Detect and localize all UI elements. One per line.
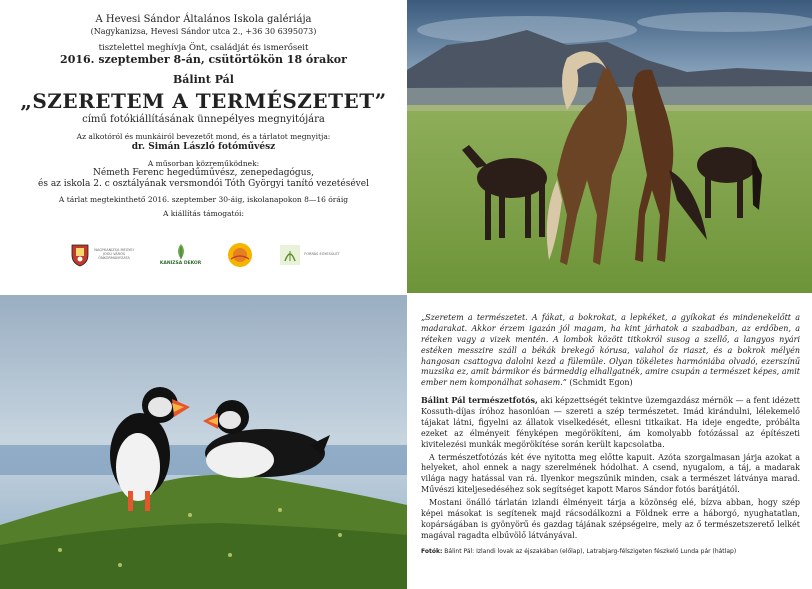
sun-logo: [226, 241, 254, 269]
opener-intro: Az alkotóról és munkáiról bevezetőt mond, és a tárlatot megnyitja:: [76, 132, 331, 142]
sponsor-logos: [70, 240, 340, 270]
invitation-panel: [0, 0, 407, 293]
sponsor-4-text: FORRÁS EGYESÜLET: [304, 252, 340, 257]
program-line-1: Németh Ferenc hegedűművész, zenepedagógus,: [93, 168, 314, 179]
forras-logo: [279, 244, 340, 266]
program-line-2: és az iskola 2. c osztályának versmondói Tóth Györgyi tanító vezetésével: [38, 179, 369, 190]
kanizsa-dekor-logo: [160, 243, 201, 267]
sponsor-1-text: NAGYKANIZSA MEGYEI JOGÚ VÁROS ÖNKORMÁNYZATA: [94, 248, 134, 260]
opening-hours: A tárlat megtekinthető 2016. szeptember 30-áig, iskolanapokon 8—16 óráig: [58, 194, 349, 204]
exhibition-description: [421, 313, 800, 558]
exhibition-title: „SZERETEM A TERMÉSZETET”: [20, 88, 387, 113]
paragraph-3: Mostani önálló tárlatán izlandi élményeit tárja a közönség elé, bízva abban, hogy szép képei másokat is segítenek majd rácsodálkozni a Földnek erre a háborgó, nyughatatlan, kopárságában is gyönyörű és gazdag tájának szépségeire, mely az ő természetszerető lelkét magával ragadta elbűvölő látványával.: [421, 498, 800, 540]
icelandic-horses-photo: [407, 0, 812, 293]
bio-paragraph: Bálint Pál természetfotós, aki képzettségét tekintve üzemgazdász mérnök — a fent idézett Kossuth-díjas íróhoz hasonlóan — szereti a szép természetet. Imád kirándulni, lélekemelő tájakat látni, figyelni az állatok viselkedését, ellesni titkaikat. Ha ideje engedte, próbálta ezeket az élményeit fényképen megörökíteni, ám komolyabb fotózással az építészeti kivitelezési munkák megörökítése során került kapcsolatba.: [421, 395, 800, 449]
program-intro: A műsorban közreműködnek:: [147, 158, 260, 168]
sponsor-2-text: KANIZSA DEKOR: [159, 261, 202, 267]
paragraph-2: A természetfotózás két éve nyitotta meg előtte kapuit. Azóta szorgalmasan járja azokat a helyeket, ahol ennek a nagy szerelmének hódolhat. A csend, nyugalom, a táj, a madarak világa nagy hatással van rá. Ilyenkor megszűnik minden, csak a természet látványa marad. Művészi kiteljesedéséhez sok segítséget kapott Maros Sándor fotós barátjától.: [421, 452, 800, 495]
program-performers: [0, 168, 407, 191]
puffins-photo: [0, 295, 407, 589]
exhibition-subtitle: című fotókiállításának ünnepélyes megnyitójára: [82, 113, 325, 125]
gallery-name: A Hevesi Sándor Általános Iskola galériája: [95, 14, 312, 25]
event-date: 2016. szeptember 8-án, csütörtökön 18 órakor: [60, 53, 347, 67]
photo-credit: Fotók: Bálint Pál: Izlandi lovak az éjszakában (előlap), Latrabjarg-félszigeten fészkelő Lunda pár (hátlap): [421, 547, 737, 555]
invite-intro: tisztelettel meghívja Önt, családját és ismerőseit: [98, 42, 309, 53]
sponsors-title: A kiállítás támogatói:: [163, 209, 244, 218]
gallery-address: (Nagykanizsa, Hevesi Sándor utca 2., +36 30 6395073): [90, 26, 317, 36]
opener-name: dr. Simán László fotóművész: [131, 141, 276, 152]
schmidt-quote: „Szeretem a természetet. A fákat, a bokrokat, a lepkéket, a gyíkokat és mindenekelőtt a madarakat. Akkor érzem igazán jól magam, ha kint járhatok a szabadban, az erdőben, a réteken vagy a vizek mentén. A lombok között titkokról susog a szellő, a langyos nyári estéken messzire száll a békák brekegő kórusa, valahol őz riaszt, és a bokrok mélyén hangosan csattogva dalolni kezd a fülemüle. Olyan tökéletes harmóniába olvadó, ezerszínű muzsika ez, amit bármikor és bármeddig elhallgatnék, amire csupán a természet képes, amit ember nem komponálhat sohasem.” (Schmidt Egon): [421, 313, 800, 388]
city-crest-logo: [70, 243, 135, 267]
artist-name: Bálint Pál: [173, 72, 234, 86]
